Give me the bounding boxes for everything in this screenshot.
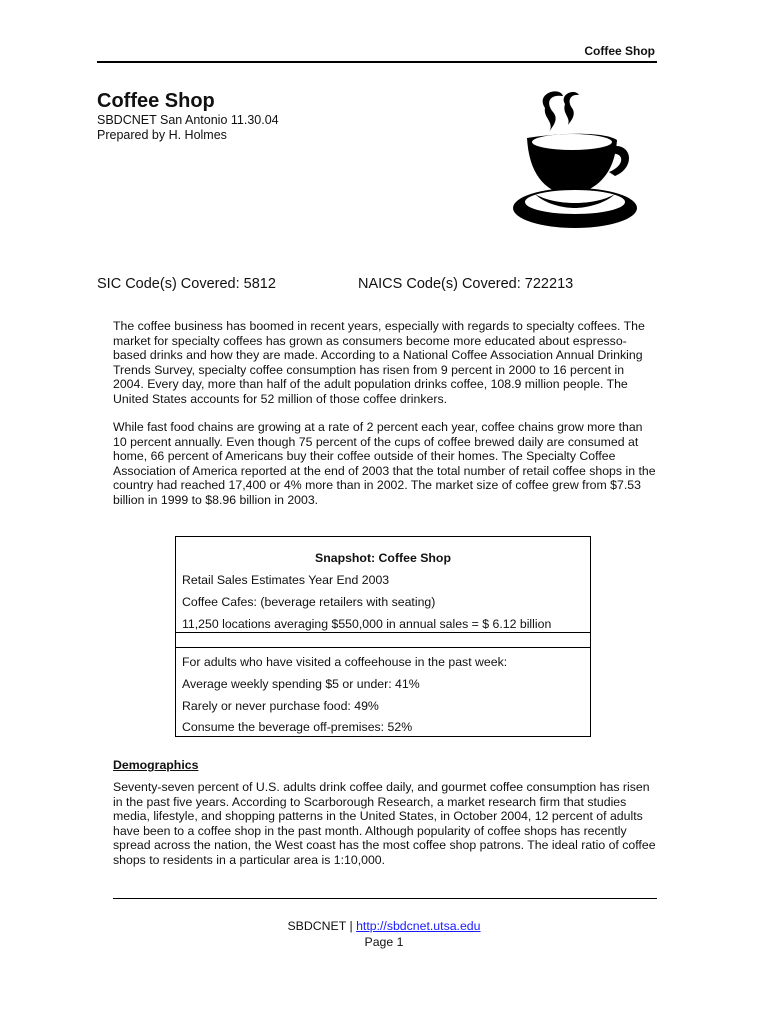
prepared-by: Prepared by H. Holmes <box>97 128 227 142</box>
locations-line: 11,250 locations averaging $550,000 in annual sales = $ 6.12 billion <box>182 617 552 631</box>
running-header: Coffee Shop <box>584 44 655 58</box>
off-premises-line: Consume the beverage off-premises: 52% <box>182 720 413 734</box>
page-title: Coffee Shop <box>97 90 215 112</box>
snapshot-divider <box>176 632 590 633</box>
naics-code: NAICS Code(s) Covered: 722213 <box>358 276 574 292</box>
retail-estimates-heading: Retail Sales Estimates Year End 2003 <box>182 573 390 587</box>
footer-divider <box>113 898 657 899</box>
footer-separator: | <box>346 919 357 933</box>
snapshot-divider <box>176 647 590 648</box>
header-divider <box>97 61 657 63</box>
spending-line: Average weekly spending $5 or under: 41% <box>182 677 420 691</box>
intro-paragraph: The coffee business has boomed in recent years, especially with regards to specialty coffees. The market for specialty coffees has grown as consumers become more educated about espresso-based drinks and how they are made. According to a National Coffee Association Annual Drinking Trends Survey, specialty coffee consumption has risen from 9 percent in 2000 to 16 percent in 2004. Every day, more than half of the adult population drinks coffee, 108.9 million people. The United States accounts for 52 million of those coffee drinkers. <box>113 319 645 406</box>
sic-code: SIC Code(s) Covered: 5812 <box>97 276 276 292</box>
organization-date: SBDCNET San Antonio 11.30.04 <box>97 113 279 127</box>
footer <box>0 919 768 933</box>
snapshot-title: Snapshot: Coffee Shop <box>315 551 451 565</box>
coffee-cup-icon <box>505 88 645 233</box>
coffee-cafes-line: Coffee Cafes: (beverage retailers with seating) <box>182 595 436 609</box>
footer-org: SBDCNET <box>287 919 347 933</box>
market-paragraph: While fast food chains are growing at a rate of 2 percent each year, coffee chains grow more than 10 percent annually. Even though 75 percent of the cups of coffee brewed daily are consumed at home, 66 percent of Americans buy their coffee outside of their homes. The Specialty Coffee Association of America reported at the end of 2003 that the total number of retail coffee shops in the country had reached 17,400 or 4% more than in 2002. The market size of coffee grew from $7.53 billion in 1999 to $8.96 billion in 2003. <box>113 420 656 507</box>
snapshot-box <box>175 536 591 737</box>
demographics-heading: Demographics <box>113 758 199 772</box>
food-line: Rarely or never purchase food: 49% <box>182 699 379 713</box>
visitors-heading: For adults who have visited a coffeehouse in the past week: <box>182 655 508 669</box>
page-number: Page 1 <box>364 935 404 949</box>
footer-link[interactable]: http://sbdcnet.utsa.edu <box>356 919 481 933</box>
demographics-paragraph: Seventy-seven percent of U.S. adults drink coffee daily, and gourmet coffee consumption has risen in the past five years. According to Scarborough Research, a market research firm that studies media, lifestyle, and shopping patterns in the United States, in October 2004, 12 percent of adults have been to a coffee shop in the past month. Although popularity of coffee shops has recently spread across the nation, the West coast has the most coffee shop patrons. The ideal ratio of coffee shops to residents in a particular area is 1:10,000. <box>113 780 656 867</box>
